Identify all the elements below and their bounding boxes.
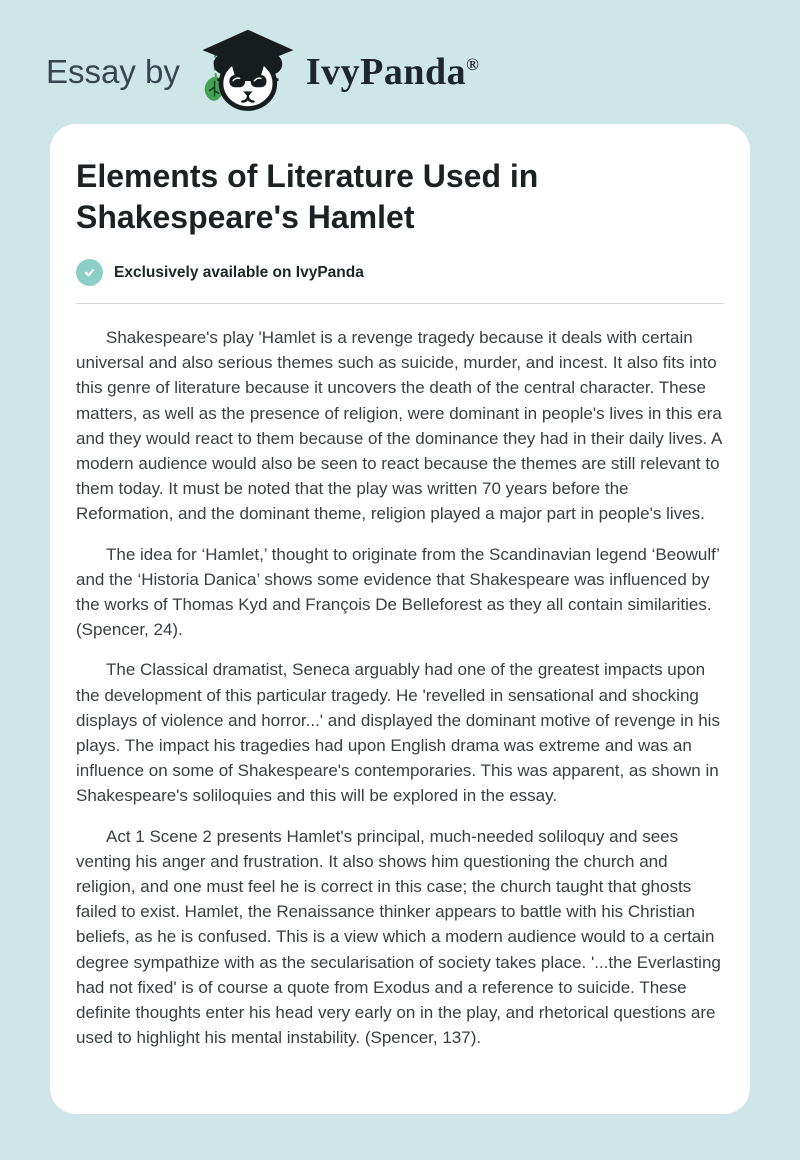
essay-paragraph-3: The Classical dramatist, Seneca arguably had one of the greatest impacts upon the development of this particular tragedy. He 'revelled in sensational and shocking displays of violence and horror...' and displayed the dominant motive of revenge in his plays. The impact his tragedies had upon English drama was extreme and was an influence on some of Shakespeare's contemporaries. This was apparent, as shown in Shakespeare's soliloquies and this will be explored in the essay. (76, 660, 720, 806)
page-title: Elements of Literature Used in Shakespeare's Hamlet (76, 158, 539, 235)
article-card (50, 124, 750, 1114)
check-badge (76, 259, 103, 286)
badge-label: Exclusively available on IvyPanda (114, 263, 364, 281)
availability-badge (76, 259, 724, 286)
page-header (0, 0, 800, 124)
essay-paragraph-2: The idea for ‘Hamlet,’ thought to originate from the Scandinavian legend ‘Beowulf’ and the ‘Historia Danica’ shows some evidence that Shakespeare was influenced by the works of Thomas Kyd and François De Belleforest as they all contain similarities. (Spencer, 24). (76, 544, 720, 640)
check-icon (82, 265, 97, 280)
divider (76, 303, 724, 304)
brand-name (306, 50, 479, 94)
essay-body (76, 325, 724, 1050)
ivypanda-panda-logo-icon (196, 26, 298, 118)
essay-paragraph-1: Shakespeare's play 'Hamlet is a revenge tragedy because it deals with certain universal and also serious themes such as suicide, murder, and incest. It also fits into this genre of literature because it uncovers the death of the central character. These matters, as well as the presence of religion, were dominant in people's lives in this era and they would react to them because of the dominance they had in their daily lives. A modern audience would also be seen to react because the themes are still relevant to them today. It must be noted that the play was written 70 years before the Reformation, and the dominant theme, religion played a major part in people's lives. (76, 328, 722, 524)
essay-by-label: Essay by (46, 53, 180, 90)
essay-paragraph-4: Act 1 Scene 2 presents Hamlet's principal, much-needed soliloquy and sees venting his anger and frustration. It also shows him questioning the church and religion, and one must feel he is correct in this case; the church taught that ghosts failed to exist. Hamlet, the Renaissance thinker appears to battle with his Christian beliefs, as he is confused. This is a view which a modern audience would to a certain degree sympathize with as the secularisation of society takes place. '...the Everlasting had not fixed' is of course a quote from Exodus and a reference to suicide. These definite thoughts enter his head very early on in the play, and rhetorical questions are used to highlight his mental instability. (Spencer, 137). (76, 826, 721, 1048)
brand-text: IvyPanda (305, 51, 467, 93)
registered-mark: ® (466, 55, 480, 74)
